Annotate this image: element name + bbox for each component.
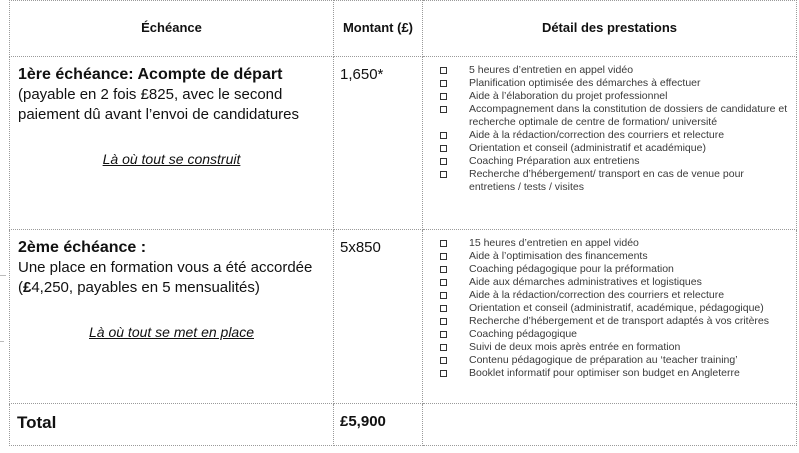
installment-2-amount: 5x850 [334,230,423,404]
service-text: Accompagnement dans la constitution de dossiers de candidature et recherche optimale de centre de formation/ université [469,103,788,128]
header-details: Détail des prestations [423,1,797,57]
service-item [440,276,792,289]
service-item [440,64,792,77]
checkbox-bullet-icon [440,370,447,377]
installment-2-description-prefix: Une place en formation vous a été accordée ( [18,259,313,296]
service-text: Aide aux démarches administratives et logistiques [469,276,702,288]
service-text: 15 heures d’entretien en appel vidéo [469,237,639,249]
installment-1-row [10,57,797,230]
installment-1-title: 1ère échéance: Acompte de départ [18,66,283,83]
service-text: Planification optimisée des démarches à effectuer [469,77,701,89]
service-item [440,90,792,103]
total-row [10,404,797,446]
checkbox-bullet-icon [440,318,447,325]
service-item [440,129,792,142]
header-deadline: Échéance [10,1,334,57]
installment-2-motto: Là où tout se met en place [89,324,254,340]
service-text: Aide à la rédaction/correction des courriers et relecture [469,129,725,141]
service-item [440,367,792,380]
service-item [440,142,792,155]
service-text: Coaching Préparation aux entretiens [469,155,640,167]
service-item [440,289,792,302]
checkbox-bullet-icon [440,106,447,113]
installment-2-details [423,230,797,404]
service-text: Booklet informatif pour optimiser son budget en Angleterre [469,367,740,379]
service-text: Recherche d’hébergement et de transport adaptés à vos critères [469,315,770,327]
checkbox-bullet-icon [440,292,447,299]
checkbox-bullet-icon [440,240,447,247]
service-item [440,315,792,328]
checkbox-bullet-icon [440,266,447,273]
service-text: Coaching pédagogique [469,328,578,340]
service-text: Suivi de deux mois après entrée en formation [469,341,681,353]
checkbox-bullet-icon [440,93,447,100]
service-item [440,328,792,341]
service-text: Coaching pédagogique pour la préformation [469,263,674,275]
installment-1-details [423,57,797,230]
checkbox-bullet-icon [440,158,447,165]
installment-1-cell [10,57,334,230]
total-empty-cell [423,404,797,446]
checkbox-bullet-icon [440,171,447,178]
service-item [440,354,792,367]
installment-2-cell [10,230,334,404]
service-item [440,341,792,354]
service-item [440,237,792,250]
page-edge-mark [0,341,4,342]
service-item [440,155,792,168]
checkbox-bullet-icon [440,80,447,87]
checkbox-bullet-icon [440,132,447,139]
installment-1-motto: Là où tout se construit [102,151,241,167]
installment-2-row [10,230,797,404]
installment-2-title: 2ème échéance : [18,239,147,256]
checkbox-bullet-icon [440,279,447,286]
service-item [440,302,792,315]
checkbox-bullet-icon [440,145,447,152]
service-text: Orientation et conseil (administratif, académique, pédagogique) [469,302,764,314]
service-text: 5 heures d’entretien en appel vidéo [469,64,634,76]
service-item [440,168,792,194]
service-text: Aide à l’optimisation des financements [469,250,648,262]
service-text: Recherche d’hébergement/ transport en cas de venue pour entretiens / tests / visites [469,168,744,193]
checkbox-bullet-icon [440,67,447,74]
header-row [10,1,797,57]
service-item [440,103,792,129]
installment-1-description: (payable en 2 fois £825, avec le second paiement dû avant l’envoi de candidatures [18,86,300,123]
installment-1-amount: 1,650* [334,57,423,230]
page-edge-mark [0,275,6,276]
checkbox-bullet-icon [440,331,447,338]
payment-schedule-table [9,0,797,446]
total-label: Total [10,404,334,446]
checkbox-bullet-icon [440,253,447,260]
installment-2-description-currency: £ [23,279,32,296]
service-text: Aide à l’élaboration du projet professionnel [469,90,668,102]
service-item [440,77,792,90]
checkbox-bullet-icon [440,305,447,312]
checkbox-bullet-icon [440,357,447,364]
service-text: Orientation et conseil (administratif et académique) [469,142,706,154]
service-text: Aide à la rédaction/correction des courriers et relecture [469,289,725,301]
header-amount: Montant (£) [334,1,423,57]
installment-1-service-list [440,64,792,194]
total-amount: £5,900 [334,404,423,446]
service-text: Contenu pédagogique de préparation au ‘teacher training’ [469,354,738,366]
installment-2-description [18,258,325,298]
service-item [440,250,792,263]
service-item [440,263,792,276]
installment-2-service-list [440,237,792,380]
installment-2-description-suffix: 4,250, payables en 5 mensualités) [31,279,260,296]
checkbox-bullet-icon [440,344,447,351]
